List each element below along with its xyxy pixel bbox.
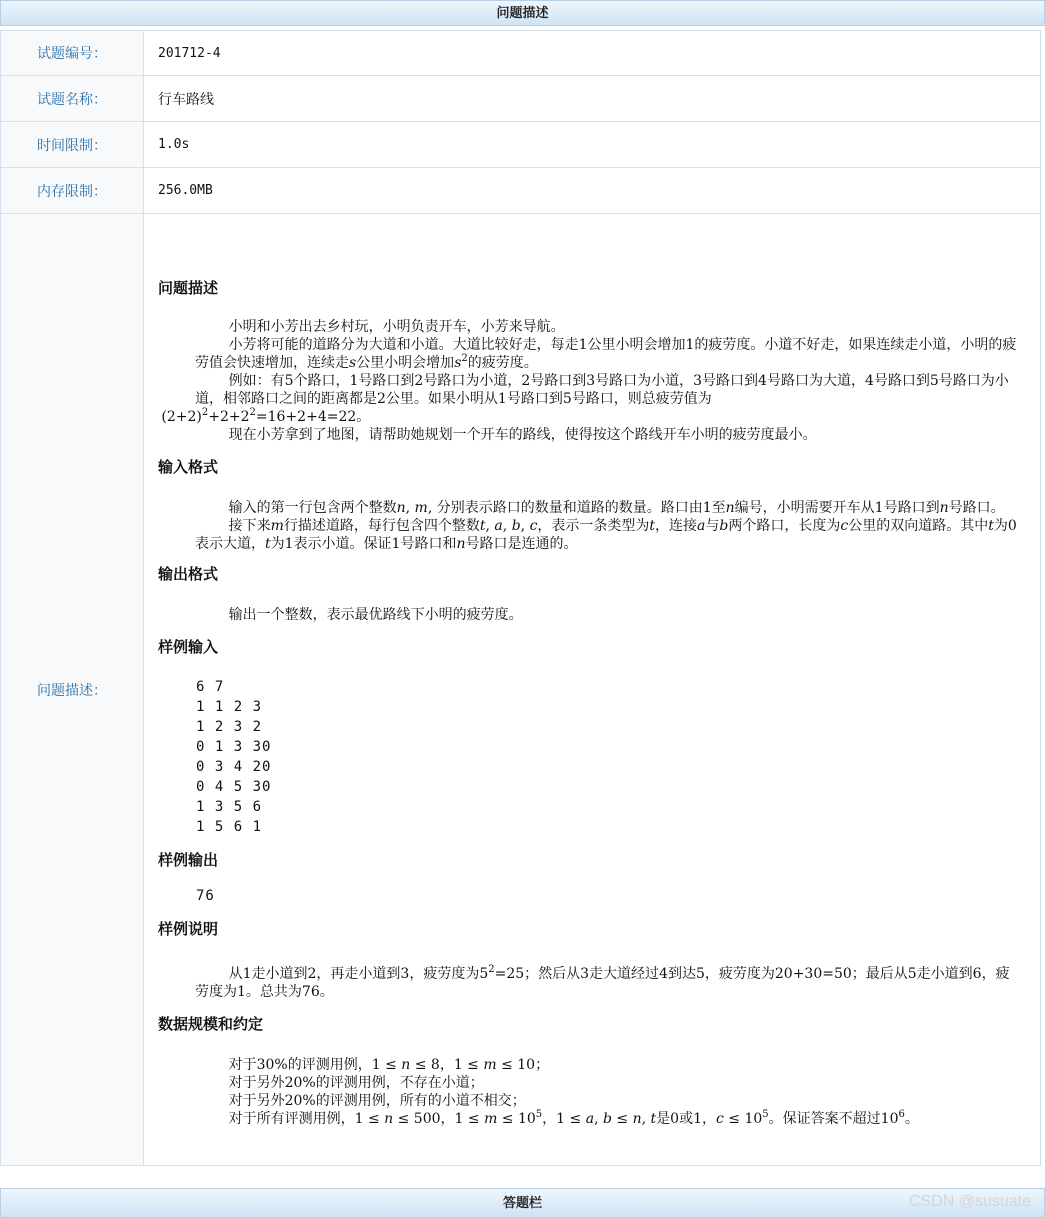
info-label-description: 问题描述：	[1, 214, 144, 1166]
info-row-description	[1, 214, 1041, 1166]
input-para-2: 接下来m行描述道路，每行包含四个整数t, a, b, c，表示一条类型为t，连接a与b两个路口，长度为c公里的双向道路。其中t为0表示大道，t为1表示小道。保证1号路口和n号路口是连通的。	[195, 518, 1017, 552]
text: 输出一个整数，表示最优路线下小明的疲劳度。	[228, 607, 523, 623]
text: ≤ 10	[497, 1111, 536, 1127]
math-var: b	[511, 518, 521, 534]
text: ,	[594, 1111, 603, 1127]
problem-para-1	[195, 318, 1022, 336]
text: =25；然后从3走大道经过4到达5，疲劳度为20+30=50；最后从5走小道到6，疲劳度为1。总共为76。	[195, 966, 1010, 1000]
math-var: n	[939, 500, 949, 516]
text: 为1表示小道。保证1号路口和	[270, 536, 457, 552]
info-label-name: 试题名称：	[1, 76, 144, 122]
math-var: s	[454, 355, 462, 371]
sample-input-line: 0 4 5 30	[196, 779, 272, 795]
math-var: m	[414, 500, 428, 516]
info-row-time	[1, 122, 1041, 168]
math-var: t	[265, 536, 271, 552]
text: 的疲劳度。	[467, 355, 538, 371]
output-para-1	[195, 606, 1022, 624]
info-label-memory: 内存限制：	[1, 168, 144, 214]
text: ≤ 10	[723, 1111, 763, 1127]
math-var: a	[494, 518, 503, 534]
math-var: t	[988, 518, 994, 534]
sample-input-line: 1 1 2 3	[196, 699, 263, 715]
math-var: n	[384, 1111, 394, 1127]
sample-input-line: 1 5 6 1	[196, 819, 263, 835]
text: 为0表示大道，	[195, 518, 1017, 552]
text: 从1走小道到2，再走小道到3，疲劳度为5	[228, 966, 489, 982]
text: 对于另外20%的评测用例，所有的小道不相交；	[228, 1093, 526, 1109]
panel-header-title: 问题描述	[496, 5, 549, 20]
section-title-scale: 数据规模和约定	[158, 1015, 264, 1033]
math-var: s	[349, 355, 357, 371]
problem-para-3	[161, 372, 1022, 426]
superscript: 5	[762, 1109, 769, 1120]
text: 两个路口，长度为	[728, 518, 841, 534]
superscript: 2	[461, 353, 468, 364]
math-var: a	[585, 1111, 595, 1127]
text: ≤ 500，1 ≤	[393, 1111, 485, 1127]
text: ,	[641, 1111, 651, 1127]
text: ，1 ≤	[542, 1111, 586, 1127]
panel-header-problem	[0, 0, 1045, 26]
math-var: n	[632, 1111, 642, 1127]
sample-input-line: 0 1 3 30	[196, 739, 272, 755]
text: , 分别表示路口的数量和道路的数量。路口由1至	[427, 500, 726, 516]
superscript: 5	[535, 1109, 543, 1120]
text: 号路口。	[948, 500, 1005, 516]
text: ，表示一条类型为	[537, 518, 650, 534]
math-var: b	[719, 518, 729, 534]
info-row-name	[1, 76, 1041, 122]
math-var: b	[602, 1111, 612, 1127]
explanation-para	[195, 965, 1022, 1001]
math-var: n	[456, 536, 466, 552]
math-var: c	[716, 1111, 724, 1127]
text: ≤ 10；	[496, 1057, 550, 1073]
panel-header-answer-title: 答题栏	[502, 1195, 542, 1210]
text: (2+2)	[161, 409, 202, 425]
text: 对于所有评测用例，1 ≤	[228, 1111, 385, 1127]
math-var: c	[529, 518, 538, 534]
text: =16+2+4=22。	[255, 409, 371, 425]
scale-line-3	[195, 1092, 1022, 1110]
watermark: CSDN @susuate	[908, 1193, 1031, 1210]
math-var: c	[840, 518, 849, 534]
math-var: t	[649, 518, 656, 534]
info-label-id: 试题编号：	[1, 31, 144, 76]
sample-input-line: 1 2 3 2	[196, 719, 263, 735]
text: 现在小芳拿到了地图，请帮助她规划一个开车的路线，使得按这个路线开车小明的疲劳度最小。	[228, 427, 817, 443]
text: 例如：有5个路口，1号路口到2号路口为小道，2号路口到3号路口为小道，3号路口到4号路口为大道，4号路口到5号路口为小道，相邻路口之间的距离都是2公里。如果小明从1号路口到5号路口，则总疲劳值为	[195, 373, 1009, 407]
input-para-1	[195, 499, 1022, 517]
info-value-id: 201712-4	[144, 31, 1041, 76]
text: ≤	[611, 1111, 633, 1127]
math-var: m	[484, 1111, 498, 1127]
superscript: 2	[249, 407, 256, 418]
sample-output-value: 76	[196, 888, 215, 904]
text: 公里的双向道路。其中	[848, 518, 989, 534]
text: 小明和小芳出去乡村玩，小明负责开车，小芳来导航。	[228, 319, 565, 335]
math-var: n	[725, 500, 735, 516]
info-value-memory: 256.0MB	[144, 168, 1041, 214]
problem-description	[144, 214, 1041, 1166]
text: 行描述道路，每行包含四个整数	[283, 518, 480, 534]
info-row-id	[1, 31, 1041, 76]
text: ，连接	[655, 518, 698, 534]
info-value-name: 行车路线	[144, 76, 1041, 122]
section-title-input: 输入格式	[158, 458, 219, 476]
text: +2+2	[208, 409, 250, 425]
info-label-time: 时间限制：	[1, 122, 144, 168]
section-title-sample-output: 样例输出	[158, 851, 219, 869]
text: 对于另外20%的评测用例，不存在小道；	[228, 1075, 484, 1091]
math-var: n	[401, 1057, 411, 1073]
info-row-memory	[1, 168, 1041, 214]
text: 与	[705, 518, 720, 534]
section-title-problem: 问题描述	[158, 279, 219, 297]
section-title-explanation: 样例说明	[158, 920, 219, 938]
scale-line-1	[195, 1056, 1022, 1074]
panel-header-answer[interactable]	[0, 1188, 1045, 1218]
scale-line-2	[195, 1074, 1022, 1092]
math-var: m	[270, 518, 284, 534]
info-value-time: 1.0s	[144, 122, 1041, 168]
superscript: 2	[488, 964, 495, 975]
math-var: n	[396, 500, 406, 516]
text: 小芳将可能的道路分为大道和小道。大道比较好走，每走1公里小明会增加1的疲劳度。小道不好走，如果连续走小道，小明的疲劳值会快速增加，连续走	[195, 337, 1017, 371]
text: 输入的第一行包含两个整数	[228, 500, 397, 516]
section-title-output: 输出格式	[158, 565, 219, 583]
problem-para-4	[195, 426, 1022, 444]
text: 对于30%的评测用例，1 ≤	[228, 1057, 402, 1073]
text: ,	[405, 500, 415, 516]
sample-input-line: 6 7	[196, 679, 225, 695]
text: 。保证答案不超过10	[768, 1111, 899, 1127]
math-var: a	[697, 518, 706, 534]
scale-line-4	[195, 1110, 1022, 1128]
text: 。	[904, 1111, 919, 1127]
text: 接下来	[228, 518, 271, 534]
text: 号路口是连通的。	[465, 536, 578, 552]
sample-input-block	[196, 677, 1022, 837]
text: 公里小明会增加	[356, 355, 455, 371]
section-title-sample-input: 样例输入	[158, 638, 219, 656]
superscript: 2	[201, 407, 209, 418]
math-var: m	[483, 1057, 497, 1073]
sample-input-line: 0 3 4 20	[196, 759, 272, 775]
problem-para-2	[195, 336, 1022, 372]
sample-input-line: 1 3 5 6	[196, 799, 263, 815]
superscript: 6	[898, 1109, 905, 1120]
math-var: t	[479, 518, 486, 534]
text: 编号，小明需要开车从1号路口到	[734, 500, 940, 516]
math-var: t	[650, 1111, 657, 1127]
text: ≤ 8，1 ≤	[410, 1057, 484, 1073]
text: 是0或1，	[656, 1111, 716, 1127]
problem-info-table	[0, 30, 1041, 1166]
